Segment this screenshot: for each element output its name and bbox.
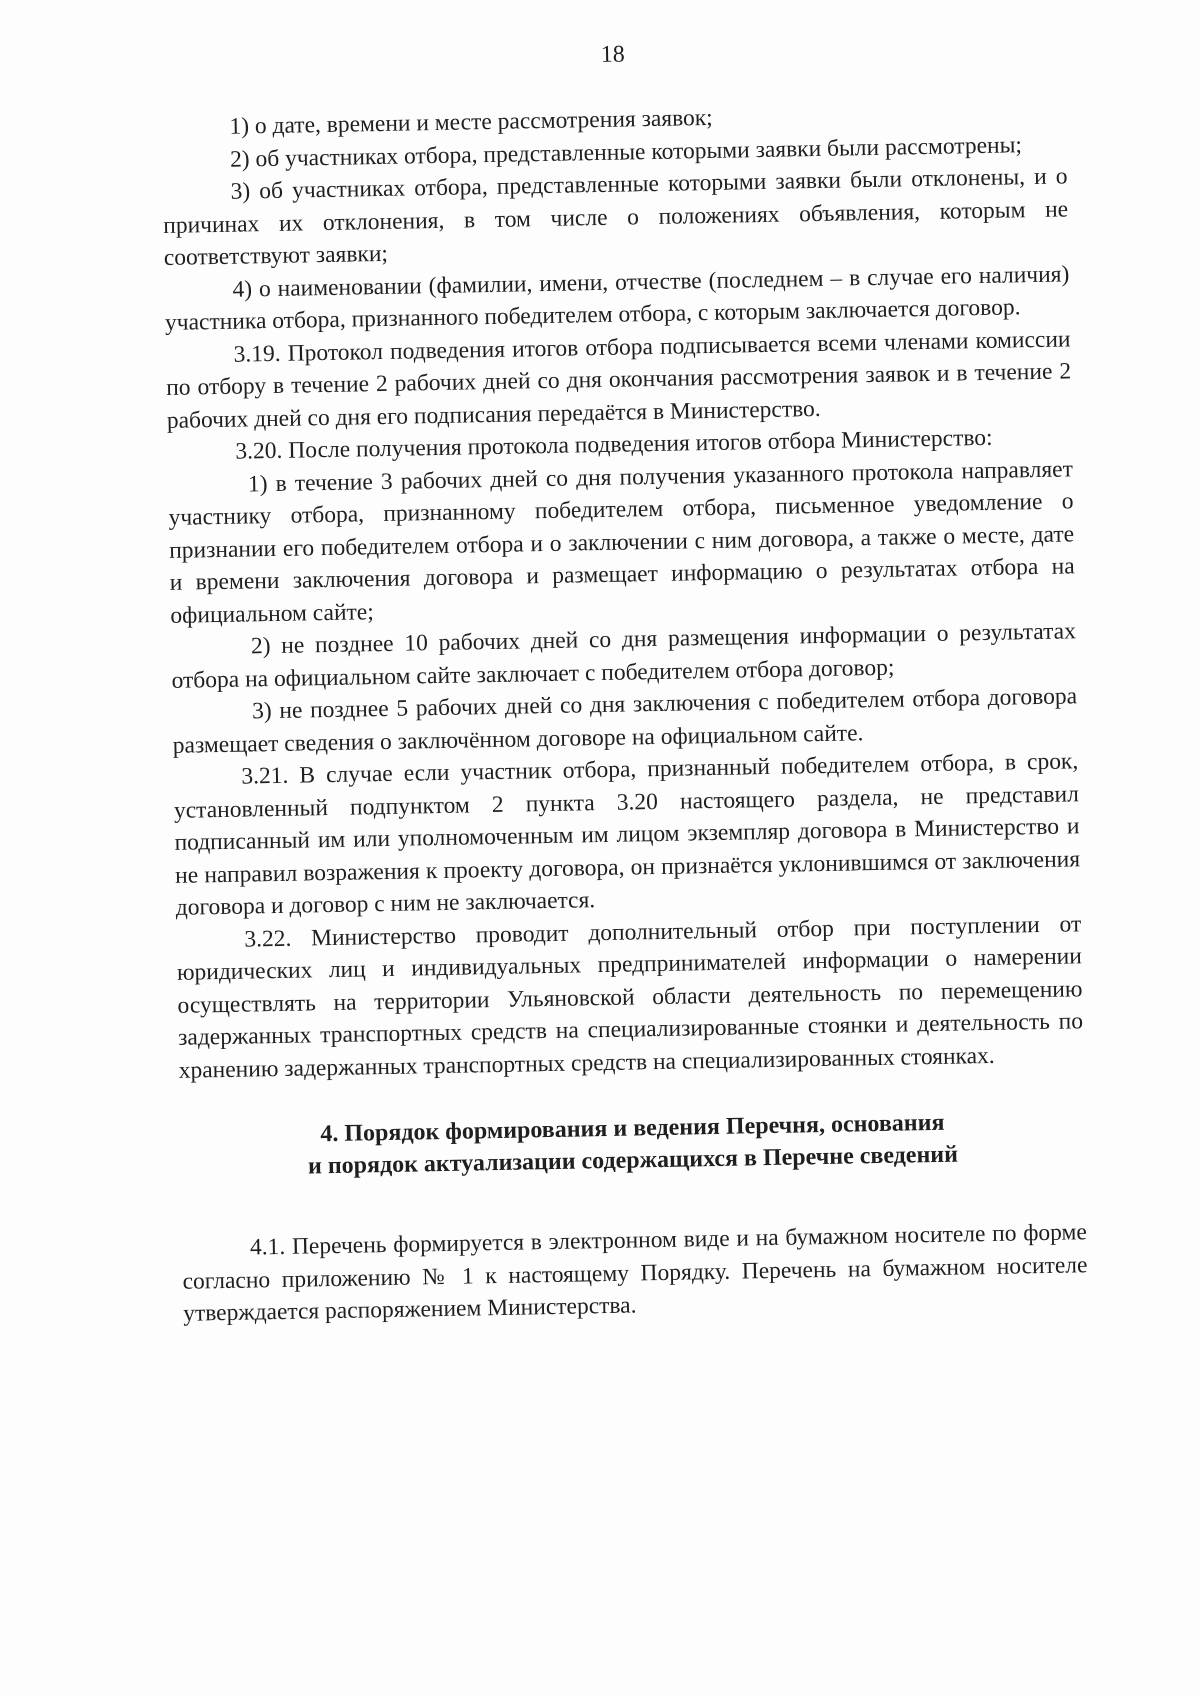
paragraph-3-21: 3.21. В случае если участник отбора, признанный победителем отбора, в срок, установленный подпунктом 2 пункта 3.20 настоящего раздела, не представил подписанный им или уполномоченным им лицом экземпляр договора в Министерство и не направил возражения к проекту договора, он признаётся уклонившимся от заключения договора и договор с ним не заключается.	[173, 748, 1081, 921]
section-heading-line-1: 4. Порядок формирования и ведения Перечня, основания	[320, 1109, 945, 1148]
document-sheet	[160, 31, 1088, 1330]
paragraph-3-20-item-3: 3) не позднее 5 рабочих дней со дня заключения с победителем отбора договора размещает сведения о заключённом договоре на официальном сайте.	[172, 683, 1078, 759]
paragraph-item-2: 2) об участниках отбора, представленные которыми заявки были рассмотрены;	[229, 131, 1023, 173]
paragraph-item-4: 4) о наименовании (фамилии, имени, отчестве (последнем – в случае его наличия) участника отбора, признанного победителем отбора, с которым заключается договор.	[164, 260, 1070, 336]
paragraph-4-1: 4.1. Перечень формируется в электронном виде и на бумажном носителе по форме согласно приложению № 1 к настоящему Порядку. Перечень на бумажном носителе утверждается распоряжением Министерства.	[182, 1219, 1088, 1327]
paragraph-3-20: 3.20. После получения протокола подведения итогов отбора Министерство:	[235, 424, 993, 465]
paragraph-item-1: 1) о дате, времени и месте рассмотрения заявок;	[229, 104, 713, 140]
section-heading-line-2: и порядок актуализации содержащихся в Перечне сведений	[307, 1141, 959, 1180]
paragraph-3-20-item-2: 2) не позднее 10 рабочих дней со дня размещения информации о результатах отбора на официальном сайте заключает с победителем отбора договор;	[171, 618, 1077, 694]
paragraph-3-22: 3.22. Министерство проводит дополнительный отбор при поступлении от юридических лиц и индивидуальных предпринимателей информации о намерении осуществлять на территории Ульяновской области деятельность по перемещению задержанных транспортных средств на специализированные стоянки и деятельность по хранению задержанных транспортных средств на специализированных стоянках.	[176, 910, 1084, 1084]
paragraph-item-3: 3) об участниках отбора, представленные которыми заявки были отклонены, и о причинах их отклонения, в том числе о положениях объявления, которым не соответствуют заявки;	[163, 163, 1069, 271]
paragraph-3-19: 3.19. Протокол подведения итогов отбора подписывается всеми членами комиссии по отбору в течение 2 рабочих дней со дня окончания рассмотрения заявок и в течение 2 рабочих дней со дня его подписания передаётся в Министерство.	[165, 325, 1072, 434]
page-number: 18	[600, 41, 625, 68]
section-heading	[180, 1104, 1086, 1185]
paragraph-3-20-item-1: 1) в течение 3 рабочих дней со дня получения указанного протокола направляет участнику отбора, признанному победителем отбора, письменное уведомление о признании его победителем отбора и о заключении с ним договора, а также о месте, дате и времени заключения договора и размещает информацию о результатах отбора на официальном сайте;	[168, 455, 1075, 629]
